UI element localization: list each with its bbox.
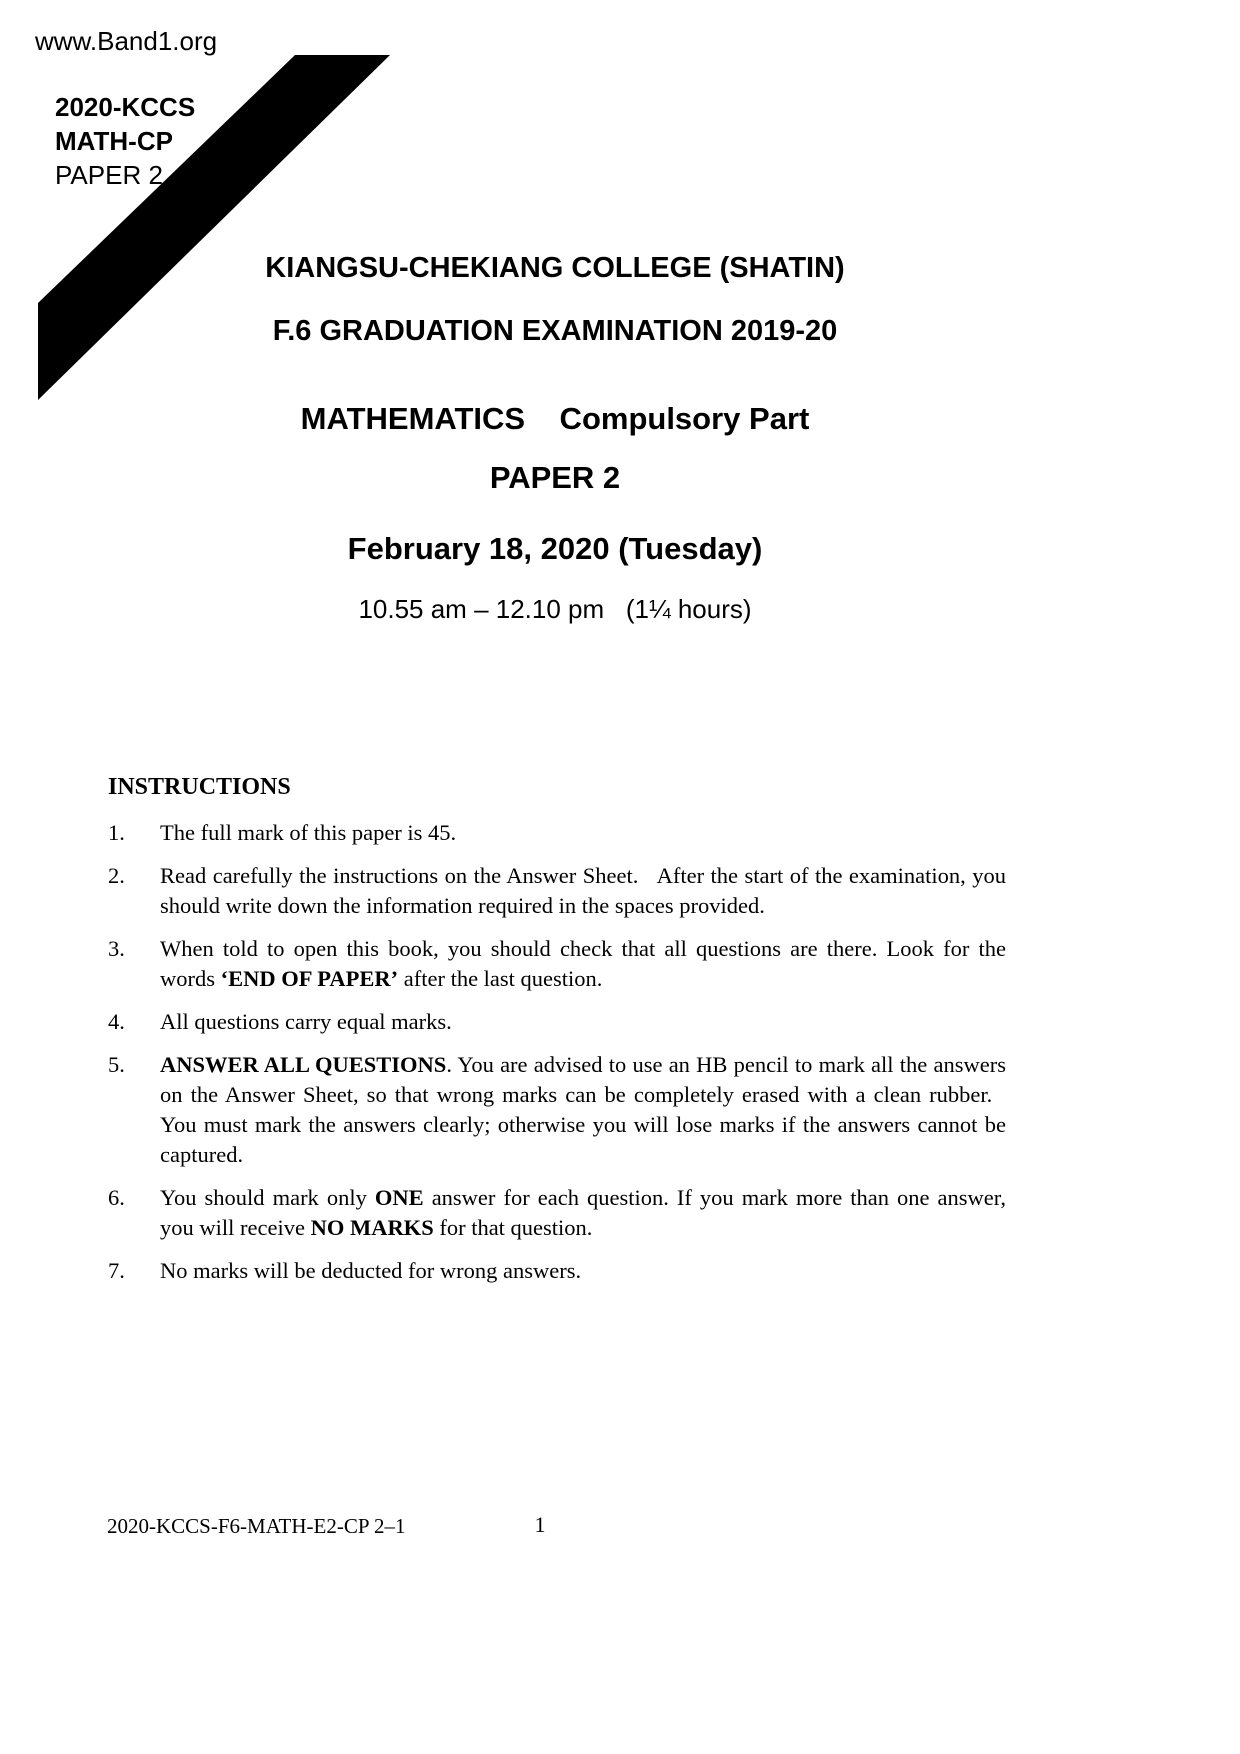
instruction-number: 6. — [108, 1185, 125, 1210]
school-name: KIANGSU-CHEKIANG COLLEGE (SHATIN) — [265, 252, 845, 284]
instructions-list — [108, 818, 1006, 1286]
instruction-text: You should mark only ONE answer for each question. If you mark more than one answer, you will receive NO MARKS for that question. — [160, 1185, 1006, 1240]
instruction-text: ANSWER ALL QUESTIONS. You are advised to use an HB pencil to mark all the answers on the Answer Sheet, so that wrong marks can be completely erased with a clean rubber. You must mark the answers clearly; otherwise you will lose marks if the answers cannot be captured. — [160, 1052, 1006, 1167]
instructions-heading: INSTRUCTIONS — [108, 774, 291, 800]
corner-code-block — [55, 90, 195, 192]
instruction-item — [108, 934, 1006, 994]
instruction-item — [108, 1256, 1006, 1286]
instruction-item — [108, 861, 1006, 921]
instruction-item — [108, 1007, 1006, 1037]
corner-code-line2: MATH-CP — [55, 126, 173, 156]
corner-code-line1: 2020-KCCS — [55, 92, 196, 122]
exam-name: F.6 GRADUATION EXAMINATION 2019-20 — [272, 315, 838, 347]
instruction-text: No marks will be deducted for wrong answers. — [160, 1258, 582, 1283]
diagonal-stripe — [0, 0, 420, 410]
footer-paper-code: 2020-KCCS-F6-MATH-E2-CP 2–1 — [107, 1514, 406, 1538]
instruction-item — [108, 818, 1006, 848]
instruction-text: All questions carry equal marks. — [160, 1009, 452, 1034]
corner-code-line3: PAPER 2 — [55, 160, 163, 190]
exam-date: February 18, 2020 (Tuesday) — [347, 531, 763, 566]
instruction-item — [108, 1050, 1006, 1170]
instruction-number: 1. — [108, 820, 125, 845]
instruction-number: 5. — [108, 1052, 125, 1077]
exam-time: 10.55 am – 12.10 pm (1¼ hours) — [358, 594, 752, 624]
paper-number: PAPER 2 — [489, 460, 621, 495]
instruction-number: 2. — [108, 863, 125, 888]
instructions-section — [108, 772, 1006, 1299]
instruction-number: 7. — [108, 1258, 125, 1283]
watermark-url: www.Band1.org — [35, 26, 218, 56]
instruction-text: The full mark of this paper is 45. — [160, 820, 457, 845]
instruction-number: 4. — [108, 1009, 125, 1034]
subject-title: MATHEMATICS Compulsory Part — [300, 401, 810, 436]
instruction-item — [108, 1183, 1006, 1243]
instruction-text: Read carefully the instructions on the Answer Sheet. After the start of the examination, you should write down the information required in the spaces provided. — [160, 863, 1006, 918]
footer-page-number: 1 — [534, 1512, 546, 1537]
instruction-text: When told to open this book, you should check that all questions are there. Look for the words ‘END OF PAPER’ after the last question. — [160, 936, 1006, 991]
instruction-number: 3. — [108, 936, 125, 961]
